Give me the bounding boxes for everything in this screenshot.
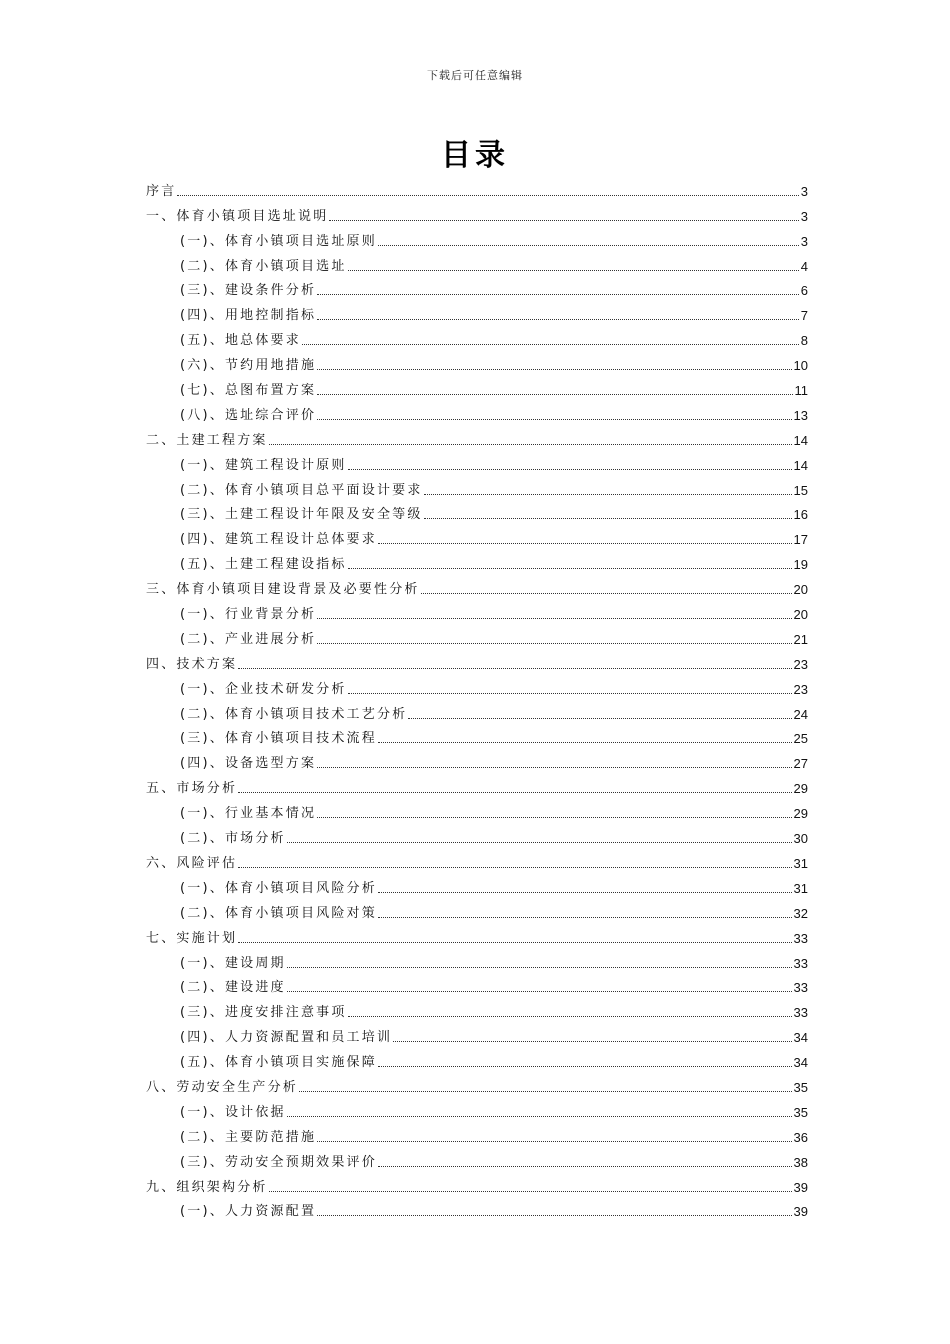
toc-entry-page-number: 14 — [793, 457, 808, 473]
toc-dot-leader — [269, 1191, 792, 1192]
toc-dot-leader — [348, 1016, 792, 1017]
toc-entry-page-number: 15 — [793, 482, 808, 498]
toc-entry-label: 序言 — [146, 183, 177, 199]
toc-entry[interactable] — [146, 947, 808, 972]
toc-entry-page-number: 31 — [793, 880, 808, 896]
toc-entry-label: 八、劳动安全生产分析 — [146, 1079, 299, 1095]
toc-entry-label: (三)、劳动安全预期效果评价 — [180, 1154, 377, 1170]
toc-entry-label: (二)、建设进度 — [180, 980, 286, 996]
toc-dot-leader — [317, 1215, 791, 1216]
toc-entry-page-number: 30 — [793, 831, 808, 847]
toc-dot-leader — [299, 1091, 792, 1092]
toc-entry[interactable] — [146, 1196, 808, 1221]
toc-dot-leader — [424, 518, 792, 519]
toc-entry-label: (一)、行业背景分析 — [180, 607, 317, 623]
toc-entry-page-number: 16 — [793, 507, 808, 523]
toc-entry[interactable] — [146, 598, 808, 623]
toc-entry-page-number: 3 — [800, 233, 808, 249]
toc-dot-leader — [317, 419, 791, 420]
toc-entry-page-number: 34 — [793, 1030, 808, 1046]
toc-entry-label: (一)、建设周期 — [180, 955, 286, 971]
toc-entry-page-number: 17 — [793, 532, 808, 548]
toc-entry-label: (一)、行业基本情况 — [180, 806, 317, 822]
toc-dot-leader — [238, 942, 791, 943]
toc-entry-page-number: 35 — [793, 1079, 808, 1095]
toc-entry-label: 九、组织架构分析 — [146, 1179, 268, 1195]
toc-dot-leader — [378, 892, 792, 893]
toc-dot-leader — [287, 991, 792, 992]
toc-entry-page-number: 10 — [793, 358, 808, 374]
toc-entry[interactable] — [146, 449, 808, 474]
toc-entry-label: 四、技术方案 — [146, 656, 238, 672]
toc-list — [146, 175, 808, 1220]
toc-entry-label: 二、土建工程方案 — [146, 432, 268, 448]
toc-entry-label: (三)、进度安排注意事项 — [180, 1005, 347, 1021]
toc-dot-leader — [378, 1166, 792, 1167]
toc-dot-leader — [287, 1116, 792, 1117]
toc-entry-page-number: 25 — [793, 731, 808, 747]
toc-entry-label: (一)、建筑工程设计原则 — [180, 457, 347, 473]
toc-entry-page-number: 23 — [793, 656, 808, 672]
toc-entry-label: (二)、体育小镇项目总平面设计要求 — [180, 482, 423, 498]
toc-entry[interactable] — [146, 972, 808, 997]
toc-entry-page-number: 4 — [800, 258, 808, 274]
toc-dot-leader — [269, 444, 792, 445]
toc-entry[interactable] — [146, 250, 808, 275]
toc-entry-page-number: 20 — [793, 582, 808, 598]
toc-entry[interactable] — [146, 1096, 808, 1121]
toc-entry-label: 三、体育小镇项目建设背景及必要性分析 — [146, 582, 420, 598]
toc-entry[interactable] — [146, 1171, 808, 1196]
toc-dot-leader — [393, 1041, 791, 1042]
toc-dot-leader — [317, 319, 799, 320]
toc-entry-page-number: 29 — [793, 781, 808, 797]
toc-entry-label: (一)、企业技术研发分析 — [180, 681, 347, 697]
toc-dot-leader — [378, 917, 792, 918]
toc-entry-label: (二)、主要防范措施 — [180, 1129, 317, 1145]
toc-entry-label: (一)、体育小镇项目风险分析 — [180, 880, 377, 896]
toc-entry-label: (三)、土建工程设计年限及安全等级 — [180, 507, 423, 523]
toc-entry-page-number: 31 — [793, 855, 808, 871]
toc-entry[interactable] — [146, 1021, 808, 1046]
toc-entry-page-number: 39 — [793, 1179, 808, 1195]
toc-title: 目录 — [441, 138, 509, 173]
toc-entry-page-number: 34 — [793, 1055, 808, 1071]
toc-entry-page-number: 36 — [793, 1129, 808, 1145]
toc-dot-leader — [238, 792, 791, 793]
toc-entry-page-number: 35 — [793, 1104, 808, 1120]
toc-entry[interactable] — [146, 1146, 808, 1171]
toc-entry-label: 七、实施计划 — [146, 930, 238, 946]
toc-entry[interactable] — [146, 1121, 808, 1146]
toc-entry-page-number: 23 — [793, 681, 808, 697]
toc-entry-label: (四)、设备选型方案 — [180, 756, 317, 772]
toc-entry-label: 六、风险评估 — [146, 855, 238, 871]
toc-entry-label: (四)、建筑工程设计总体要求 — [180, 532, 377, 548]
toc-entry-page-number: 19 — [793, 557, 808, 573]
toc-entry[interactable] — [146, 548, 808, 573]
toc-dot-leader — [317, 817, 791, 818]
toc-entry-label: (六)、节约用地措施 — [180, 358, 317, 374]
toc-entry[interactable] — [146, 747, 808, 772]
toc-entry-page-number: 33 — [793, 980, 808, 996]
toc-dot-leader — [317, 643, 791, 644]
toc-entry[interactable] — [146, 399, 808, 424]
toc-entry-page-number: 14 — [793, 432, 808, 448]
toc-dot-leader — [317, 369, 791, 370]
toc-entry-page-number: 33 — [793, 955, 808, 971]
toc-entry-label: (一)、体育小镇项目选址原则 — [180, 233, 377, 249]
toc-entry-label: (一)、设计依据 — [180, 1104, 286, 1120]
toc-entry-label: (五)、体育小镇项目实施保障 — [180, 1055, 377, 1071]
toc-dot-leader — [317, 767, 791, 768]
toc-entry[interactable] — [146, 1046, 808, 1071]
toc-entry[interactable] — [146, 648, 808, 673]
toc-entry-page-number: 27 — [793, 756, 808, 772]
toc-entry-label: (五)、土建工程建设指标 — [180, 557, 347, 573]
toc-entry-page-number: 13 — [793, 407, 808, 423]
toc-entry[interactable] — [146, 897, 808, 922]
toc-dot-leader — [378, 1066, 792, 1067]
toc-dot-leader — [317, 618, 791, 619]
toc-entry[interactable] — [146, 324, 808, 349]
toc-entry[interactable] — [146, 299, 808, 324]
toc-entry[interactable] — [146, 822, 808, 847]
toc-entry[interactable] — [146, 573, 808, 598]
toc-entry-label: (三)、建设条件分析 — [180, 283, 317, 299]
toc-entry[interactable] — [146, 349, 808, 374]
toc-entry-page-number: 20 — [793, 607, 808, 623]
toc-entry[interactable] — [146, 175, 808, 200]
toc-entry-page-number: 33 — [793, 930, 808, 946]
toc-entry-page-number: 29 — [793, 806, 808, 822]
toc-dot-leader — [238, 867, 791, 868]
toc-entry-label: (二)、产业进展分析 — [180, 631, 317, 647]
toc-dot-leader — [424, 494, 792, 495]
toc-dot-leader — [317, 1141, 791, 1142]
toc-entry-label: (二)、市场分析 — [180, 831, 286, 847]
toc-entry[interactable] — [146, 225, 808, 250]
toc-dot-leader — [317, 294, 799, 295]
toc-entry[interactable] — [146, 673, 808, 698]
toc-entry-label: 一、体育小镇项目选址说明 — [146, 208, 329, 224]
toc-dot-leader — [287, 967, 792, 968]
toc-dot-leader — [287, 842, 792, 843]
toc-dot-leader — [421, 593, 792, 594]
toc-entry-label: (五)、地总体要求 — [180, 333, 301, 349]
toc-entry[interactable] — [146, 424, 808, 449]
toc-entry-label: (二)、体育小镇项目风险对策 — [180, 905, 377, 921]
toc-entry[interactable] — [146, 723, 808, 748]
toc-entry-label: (一)、人力资源配置 — [180, 1204, 317, 1220]
header-note: 下载后可任意编辑 — [427, 69, 523, 82]
toc-dot-leader — [348, 568, 792, 569]
toc-entry-page-number: 3 — [800, 183, 808, 199]
toc-dot-leader — [177, 195, 798, 196]
toc-entry-page-number: 24 — [793, 706, 808, 722]
toc-entry-page-number: 39 — [793, 1204, 808, 1220]
toc-dot-leader — [348, 469, 792, 470]
toc-dot-leader — [408, 718, 791, 719]
toc-dot-leader — [378, 543, 792, 544]
toc-entry[interactable] — [146, 996, 808, 1021]
toc-entry[interactable] — [146, 922, 808, 947]
toc-dot-leader — [302, 344, 799, 345]
toc-entry-page-number: 3 — [800, 208, 808, 224]
toc-dot-leader — [348, 693, 792, 694]
toc-entry[interactable] — [146, 474, 808, 499]
toc-entry-page-number: 33 — [793, 1005, 808, 1021]
toc-entry-label: (二)、体育小镇项目选址 — [180, 258, 347, 274]
toc-entry[interactable] — [146, 374, 808, 399]
toc-dot-leader — [348, 270, 799, 271]
toc-entry[interactable] — [146, 872, 808, 897]
toc-entry-page-number: 38 — [793, 1154, 808, 1170]
toc-entry[interactable] — [146, 499, 808, 524]
toc-entry[interactable] — [146, 275, 808, 300]
toc-dot-leader — [238, 668, 791, 669]
toc-entry-page-number: 21 — [793, 631, 808, 647]
toc-entry-label: (七)、总图布置方案 — [180, 383, 317, 399]
toc-entry-page-number: 7 — [800, 308, 808, 324]
toc-entry-label: 五、市场分析 — [146, 781, 238, 797]
toc-dot-leader — [378, 742, 792, 743]
toc-entry-page-number: 11 — [794, 383, 808, 399]
toc-entry-label: (四)、人力资源配置和员工培训 — [180, 1030, 393, 1046]
toc-entry[interactable] — [146, 1071, 808, 1096]
toc-entry-label: (八)、选址综合评价 — [180, 407, 317, 423]
toc-entry[interactable] — [146, 847, 808, 872]
toc-dot-leader — [317, 394, 792, 395]
toc-entry-label: (三)、体育小镇项目技术流程 — [180, 731, 377, 747]
toc-entry-label: (二)、体育小镇项目技术工艺分析 — [180, 706, 408, 722]
toc-entry[interactable] — [146, 200, 808, 225]
toc-entry-page-number: 32 — [793, 905, 808, 921]
toc-entry[interactable] — [146, 698, 808, 723]
toc-entry[interactable] — [146, 797, 808, 822]
toc-dot-leader — [378, 245, 799, 246]
toc-entry[interactable] — [146, 772, 808, 797]
toc-entry-page-number: 8 — [800, 333, 808, 349]
toc-entry[interactable] — [146, 523, 808, 548]
toc-entry-page-number: 6 — [800, 283, 808, 299]
toc-dot-leader — [329, 220, 798, 221]
toc-entry-label: (四)、用地控制指标 — [180, 308, 317, 324]
toc-entry[interactable] — [146, 623, 808, 648]
